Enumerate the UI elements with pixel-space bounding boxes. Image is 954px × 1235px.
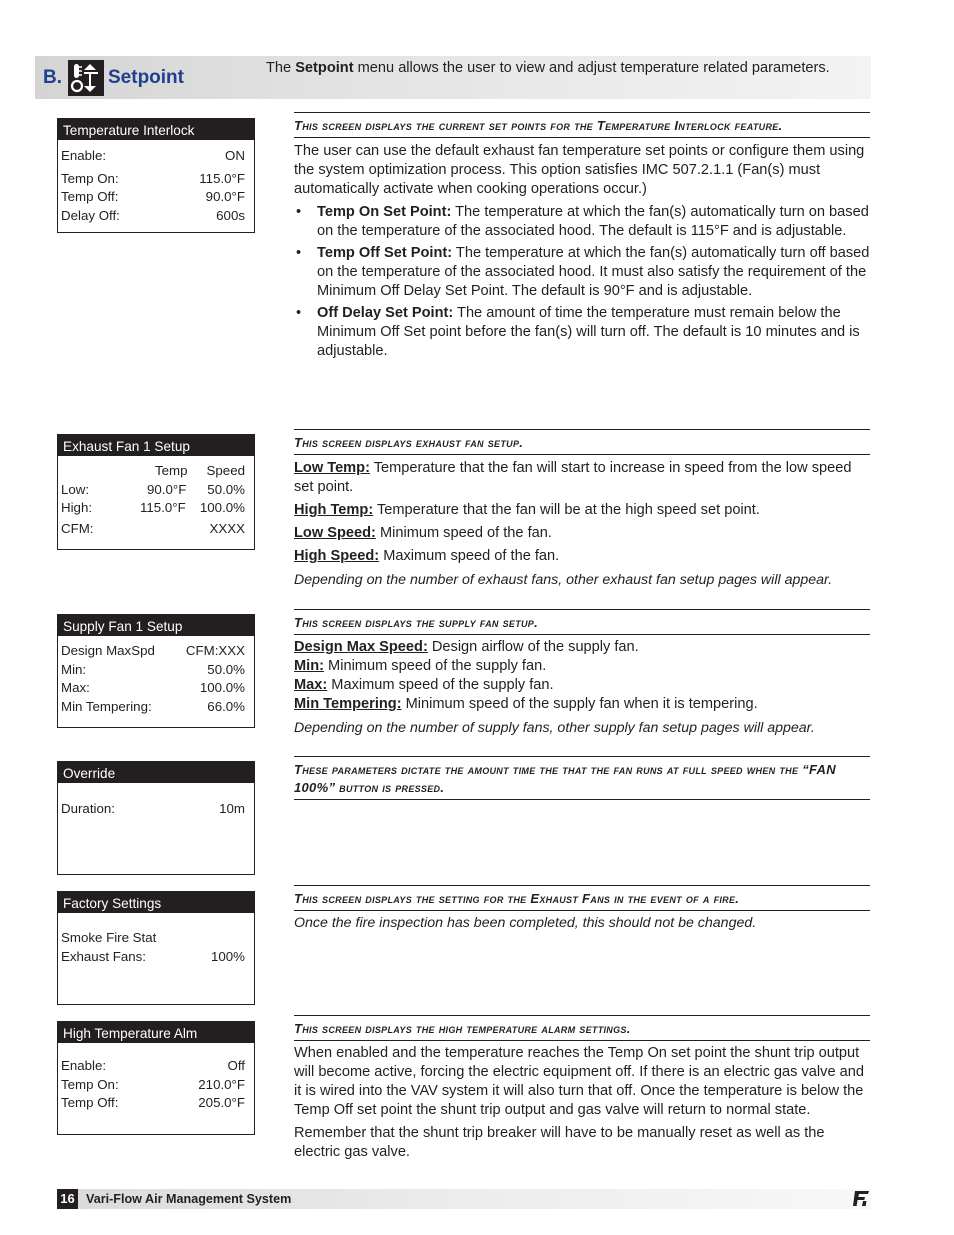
definition-item: Min: Minimum speed of the supply fan. — [294, 658, 547, 674]
lcd-row-delay-off: Delay Off: 600s — [61, 207, 245, 223]
paragraph: When enabled and the temperature reaches the Temp On set point the shunt trip output will become active, forcing the electric equipment off. If there is an electric gas valve and it is wired into the VAV system it will also turn that off. Once the temperature is below the Temp Off set point the shunt trip output and gas valve will return to normal state. — [294, 1045, 864, 1118]
lcd-row-exhaust-fans: Exhaust Fans: 100% — [61, 948, 245, 964]
lcd-row-temp-on: Temp On: 115.0°F — [61, 170, 245, 186]
desc-exhaust-fan-setup — [294, 429, 870, 590]
caption: This screen displays the high temperature alarm settings. — [294, 1015, 870, 1041]
definition-item: Low Speed: Minimum speed of the fan. — [294, 525, 552, 541]
intro-post: menu allows the user to view and adjust temperature related parameters. — [353, 60, 830, 76]
lcd-title: High Temperature Alm — [58, 1022, 254, 1043]
list-item: • Temp On Set Point: The temperature at which the fan(s) automatically turn on based on the temperature of the associated hood. The default is 115°F and is adjustable. — [294, 203, 870, 241]
section-name: Setpoint — [108, 67, 184, 88]
lcd-row-duration: Duration: 10m — [61, 801, 245, 816]
paragraph: The user can use the default exhaust fan temperature set points or configure them using the system optimization process. This option satisfies IMC 507.2.1.1 (Fan(s) must automatically activate when cooking operations occur.) — [294, 143, 865, 197]
lcd-row-min-tempering: Min Tempering: 66.0% — [61, 698, 245, 714]
lcd-row-max: Max: 100.0% — [61, 680, 245, 696]
lcd-title: Temperature Interlock — [58, 119, 254, 140]
lcd-exhaust-fan-setup — [57, 434, 255, 550]
page-number: 16 — [57, 1189, 78, 1209]
section-title — [43, 60, 184, 96]
lcd-row-enable: Enable: ON — [61, 148, 245, 163]
desc-override — [294, 756, 870, 800]
lcd-title: Supply Fan 1 Setup — [58, 615, 254, 636]
caption: This screen displays the supply fan setup. — [294, 609, 870, 635]
desc-factory-settings — [294, 885, 870, 933]
desc-temperature-interlock — [294, 112, 870, 364]
lcd-row-temp-off: Temp Off: 90.0°F — [61, 189, 245, 205]
definition-item: Low Temp: Temperature that the fan will start to increase in speed from the low speed set point. — [294, 460, 852, 495]
section-intro — [266, 59, 856, 78]
lcd-row-low: Low: 90.0°F 50.0% — [61, 481, 245, 497]
lcd-title: Override — [58, 762, 254, 783]
definition-item: High Temp: Temperature that the fan will be at the high speed set point. — [294, 502, 760, 518]
lcd-row-temp-on: Temp On: 210.0°F — [61, 1076, 245, 1092]
lcd-row-enable: Enable: Off — [61, 1058, 245, 1073]
thermometer-fan-icon — [68, 60, 104, 96]
note: Depending on the number of supply fans, other supply fan setup pages will appear. — [294, 720, 815, 736]
intro-pre: The — [266, 60, 296, 76]
lcd-row-headers: Temp Speed — [155, 463, 245, 478]
definition-item: Max: Maximum speed of the supply fan. — [294, 677, 554, 693]
caption: This screen displays the current set points for the Temperature Interlock feature. — [294, 112, 870, 138]
caption: This screen displays exhaust fan setup. — [294, 429, 870, 455]
lcd-row-temp-off: Temp Off: 205.0°F — [61, 1095, 245, 1111]
intro-bold: Setpoint — [295, 60, 354, 76]
lcd-row-smoke-fire: Smoke Fire Stat — [61, 930, 157, 945]
lcd-row-design-maxspd: Design MaxSpd CFM:XXX — [61, 643, 245, 658]
lcd-override — [57, 761, 255, 875]
lcd-title: Exhaust Fan 1 Setup — [58, 435, 254, 456]
definition-item: Design Max Speed: Design airflow of the supply fan. — [294, 639, 639, 655]
lcd-factory-settings — [57, 891, 255, 1005]
note: Depending on the number of exhaust fans, other exhaust fan setup pages will appear. — [294, 572, 833, 588]
lcd-title: Factory Settings — [58, 892, 254, 913]
brand-logo-icon — [852, 1190, 870, 1207]
lcd-row-min: Min: 50.0% — [61, 661, 245, 677]
list-item: • Temp Off Set Point: The temperature at which the fan(s) automatically turn off based on the temperature of the associated hood. It must also satisfy the requirement of the Minimum Off Delay Set Point. The default is 90°F and is adjustable. — [294, 244, 870, 301]
definition-item: Min Tempering: Minimum speed of the supply fan when it is tempering. — [294, 696, 758, 712]
paragraph: Remember that the shunt trip breaker will have to be manually reset as well as the electric gas valve. — [294, 1125, 825, 1160]
lcd-high-temperature-alarm — [57, 1021, 255, 1135]
lcd-temperature-interlock — [57, 118, 255, 233]
list-item: • Off Delay Set Point: The amount of time the temperature must remain below the Minimum Off Set point before the fan(s) will turn off. The default is 10 minutes and is adjustable. — [294, 304, 870, 361]
caption: This screen displays the setting for the Exhaust Fans in the event of a fire. — [294, 885, 870, 911]
lcd-supply-fan-setup — [57, 614, 255, 728]
desc-supply-fan-setup — [294, 609, 870, 738]
caption: These parameters dictate the amount time the that the fan runs at full speed when the “FAN 100%” button is pressed. — [294, 756, 870, 800]
desc-high-temperature-alarm — [294, 1015, 870, 1162]
note: Once the fire inspection has been completed, this should not be changed. — [294, 915, 757, 931]
lcd-row-high: High: 115.0°F 100.0% — [61, 500, 245, 516]
definition-item: High Speed: Maximum speed of the fan. — [294, 548, 560, 564]
footer-title: Vari-Flow Air Management System — [86, 1192, 292, 1206]
bullet-list — [294, 203, 870, 361]
lcd-row-cfm: CFM: XXXX — [61, 520, 245, 536]
section-letter: B. — [43, 67, 62, 88]
